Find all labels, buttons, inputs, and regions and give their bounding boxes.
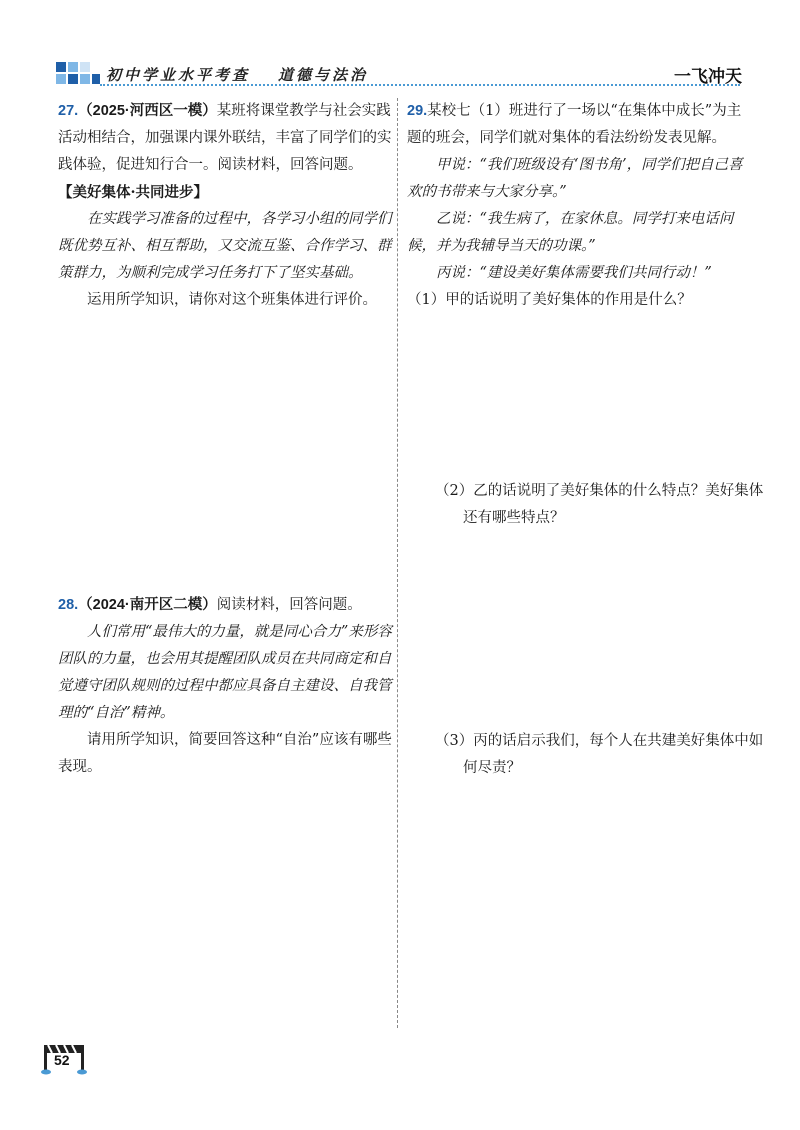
question-number: 29. bbox=[407, 103, 428, 119]
question-prompt: 运用所学知识，请你对这个班集体进行评价。 bbox=[87, 292, 377, 308]
header-subject: 道德与法治 bbox=[278, 66, 369, 84]
question-28 bbox=[58, 592, 392, 781]
question-29 bbox=[407, 98, 747, 314]
question-intro: 某班将课堂教学与社会实践活动相结合，加强课内课外联结，丰富了同学们的实践体验，促进知行合一。阅读材料，回答问题。 bbox=[58, 103, 392, 173]
material-text: 在实践学习准备的过程中，各学习小组的同学们既优势互补、相互帮助，又交流互鉴、合作学习、群策群力，为顺利完成学习任务打下了坚实基础。 bbox=[58, 211, 392, 281]
question-intro: 某校七（1）班进行了一场以“在集体中成长”为主题的班会，同学们就对集体的看法纷纷发表见解。 bbox=[407, 103, 742, 146]
question-27 bbox=[58, 98, 392, 314]
statement-yi: 乙说：“我生病了，在家休息。同学打来电话问候，并为我辅导当天的功课。” bbox=[407, 211, 734, 254]
header-logo-squares bbox=[54, 54, 102, 90]
column-divider bbox=[397, 98, 398, 1028]
question-source: （2024·南开区二模） bbox=[78, 597, 217, 613]
sub-question-1: （1）甲的话说明了美好集体的作用是什么？ bbox=[407, 292, 692, 308]
sub-question-2: （2）乙的话说明了美好集体的什么特点？美好集体还有哪些特点？ bbox=[435, 483, 764, 526]
question-prompt: 请用所学知识，简要回答这种“自治”应该有哪些表现。 bbox=[58, 732, 392, 775]
header-dotted-line bbox=[100, 84, 740, 86]
statement-jia: 甲说：“我们班级设有‘图书角’，同学们把自己喜欢的书带来与大家分享。” bbox=[407, 157, 743, 200]
section-heading: 【美好集体·共同进步】 bbox=[58, 184, 209, 201]
sub-question-3: （3）丙的话启示我们，每个人在共建美好集体中如何尽责？ bbox=[435, 733, 764, 776]
question-number: 28. bbox=[58, 597, 79, 613]
header-title: 初中学业水平考查 bbox=[106, 66, 251, 84]
question-source: （2025·河西区一模） bbox=[78, 103, 217, 119]
statement-bing: 丙说：“建设美好集体需要我们共同行动！” bbox=[436, 265, 712, 281]
header-brand: 一飞冲天 bbox=[674, 67, 742, 86]
material-text: 人们常用“最伟大的力量，就是同心合力”来形容团队的力量，也会用其提醒团队成员在共同商定和自觉遵守团队规则的过程中都应具备自主建设、自我管理的“自治”精神。 bbox=[58, 624, 392, 721]
question-intro: 阅读材料，回答问题。 bbox=[216, 597, 362, 613]
page-number: 52 bbox=[54, 1052, 70, 1068]
question-number: 27. bbox=[58, 103, 79, 119]
